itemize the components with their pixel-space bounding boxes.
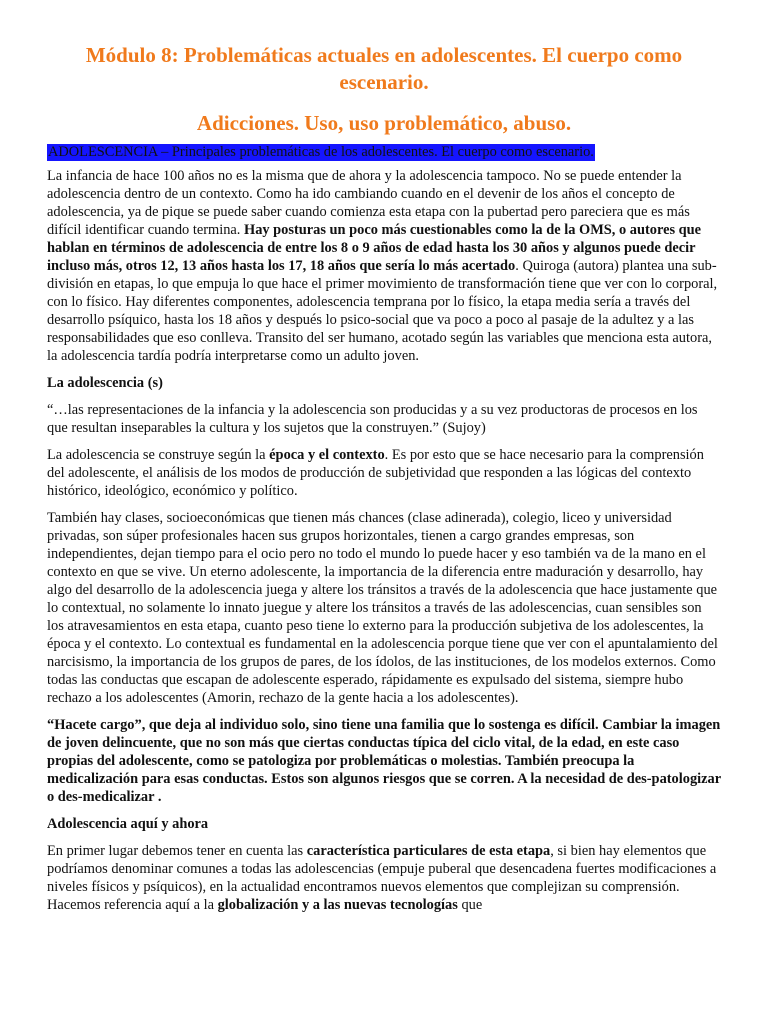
section-banner: ADOLESCENCIA – Principales problemáticas de los adolescentes. El cuerpo como escenario.	[48, 144, 594, 160]
paragraph-hacete-cargo-bold: “Hacete cargo”, que deja al individuo solo, sino tiene una familia que lo sostenga es difícil. Cambiar la imagen de joven delincuente, que no son más que ciertas conductas típica del ciclo vital, de la edad, en este caso propias del adolescente, como se patologiza por problemáticas o molestias. También preocupa la medicalización para esas conductas. Estos son algunos riesgos que se corren. A la necesidad de des-patologizar o des-medicalizar .	[47, 717, 721, 805]
paragraph-epoca-bold: época y el contexto	[269, 447, 385, 463]
paragraph-intro-text-c: . Quiroga (autora) plantea una sub-división en etapas, lo que empuja lo que hace el primer movimiento de transformación tiene que ver con lo corporal, con lo físico. Hay diferentes componentes, adolescencia temprana por lo físico, la etapa media sería a través del desarrollo psíquico, hasta los 18 años y después lo psico-social que va poco a poco al pasaje de la adultez y a las responsabilidades que eso conlleva. Transito del ser humano, acotado según las variables que menciona esta autora, la adolescencia tardía podría interpretarse como un adulto joven.	[47, 258, 718, 364]
paragraph-hacete-cargo	[47, 716, 721, 806]
section-heading-aqui-ahora: Adolescencia aquí y ahora	[47, 816, 209, 832]
paragraph-intro	[47, 167, 721, 365]
paragraph-intro-text-a: La infancia de hace 100 años no es la misma que de ahora y la adolescencia tampoco. No se puede entender la adolescencia dentro de un contexto. Como ha ido cambiando cuando en el devenir de los años el concepto de adolescencia, ya de pique se puede saber cuando comienza esta etapa con la pubertad pero pareciera que es más difícil identificar cuando termina.	[47, 168, 690, 238]
module-title: Módulo 8: Problemáticas actuales en adolescentes. El cuerpo como escenario.	[85, 43, 683, 94]
section-heading-adolescencias: La adolescencia (s)	[47, 375, 163, 391]
quote-sujoy: “…las representaciones de la infancia y la adolescencia son producidas y a su vez productoras de procesos en los que resultan inseparables la cultura y los sujetos que la construyen.” (Sujoy)	[47, 402, 698, 436]
paragraph-aqui-text-e: que	[457, 897, 483, 913]
paragraph-clases: También hay clases, socioeconómicas que tienen más chances (clase adinerada), colegio, liceo y universidad privadas, son súper profesionales hacen sus grupos horizontales, tienen a cargo grandes empresas, son independientes, dejan tiempo para el ocio pero no todo el mundo lo puede hacer y eso también va de la mano en el contexto en que se vive. Un eterno adolescente, la importancia de la diferencia entre maduración y desarrollo, hay algo del desarrollo de la adolescencia juega y altere los tránsitos a través de la adolescencia que hace justamente que lo contextual, no solamente lo innato juegue y altere los tránsitos a través de las adolescencias, cuan sensibles son los atravesamientos en esta etapa, cuanto peso tiene lo externo para la producción subjetiva de los adolescentes, la época y el contexto. Lo contextual es fundamental en la adolescencia porque tiene que ver con el apuntalamiento del narcisismo, la importancia de los grupos de pares, de los ídolos, de las instituciones, de los modelos externos. Como todas las conductas que escapan de adolescente esperado, rápidamente es expulsado del sistema, siempre hubo rechazo a los adolescentes (Amorin, rechazo de la gente hacia a los adolescentes).	[47, 510, 718, 706]
paragraph-aqui-text-c: , si bien hay elementos que podríamos denominar comunes a todas las adolescencias (empuje puberal que desencadena fuertes modificaciones a niveles físicos y psíquicos), en la actualidad encontramos nuevos elementos que complejizan su comprensión. Hacemos referencia aquí a la	[47, 843, 717, 913]
paragraph-intro-bold: Hay posturas un poco más cuestionables como la de la OMS, o autores que hablan en términos de adolescencia de entre los 8 o 9 años de edad hasta los 30 años y algunos puede decir incluso más, otros 12, 13 años hasta los 17, 18 años que sería lo más acertado	[47, 222, 702, 274]
paragraph-aqui-ahora	[47, 842, 721, 914]
paragraph-epoca-text-a: La adolescencia se construye según la	[47, 447, 270, 463]
paragraph-aqui-bold-2: globalización y a las nuevas tecnologías	[217, 897, 458, 913]
paragraph-epoca-contexto	[47, 446, 721, 500]
module-subtitle: Adicciones. Uso, uso problemático, abuso.	[196, 111, 572, 135]
paragraph-aqui-text-a: En primer lugar debemos tener en cuenta las	[47, 843, 307, 859]
paragraph-epoca-text-c: . Es por esto que se hace necesario para la comprensión del adolescente, el análisis de los modos de producción de subjetividad que responden a las lógicas del contexto histórico, ideológico, económico y político.	[47, 447, 704, 499]
paragraph-aqui-bold-1: característica particulares de esta etapa	[306, 843, 551, 859]
